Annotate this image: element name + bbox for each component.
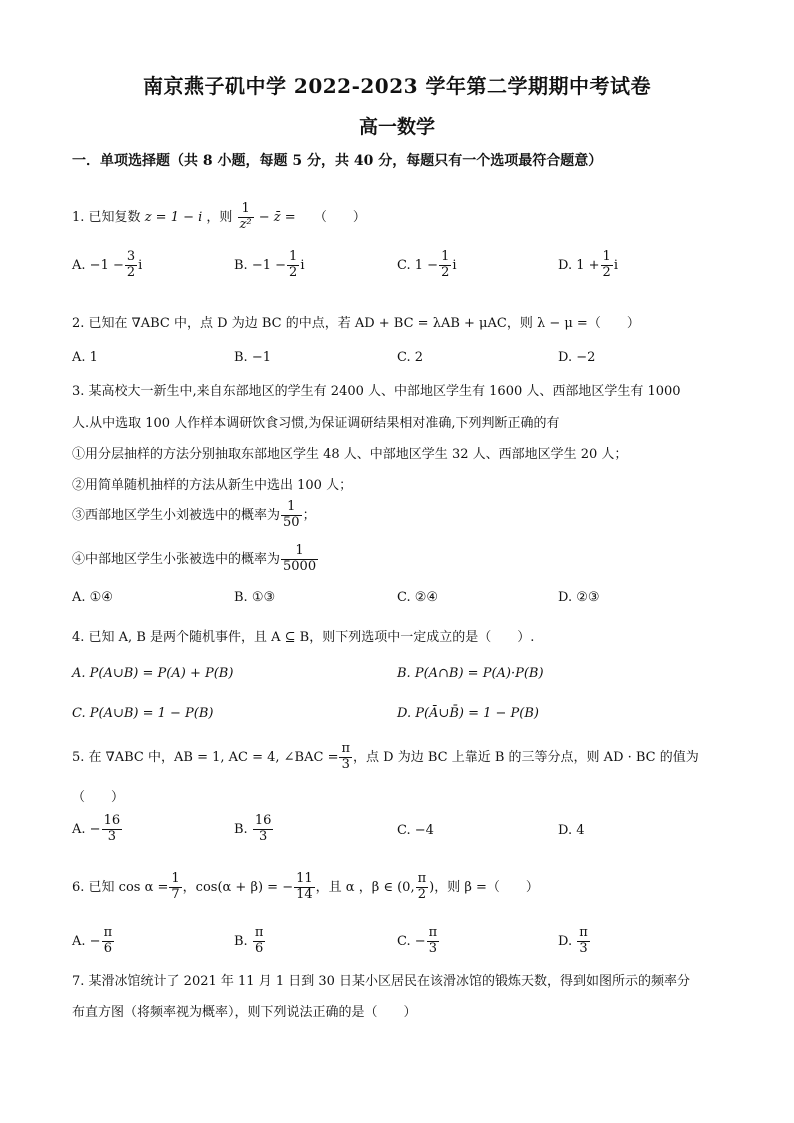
q4-option-c: C. P(A∪B) = 1 − P(B): [72, 706, 214, 721]
question-3-line-1: 3. 某高校大一新生中,来自东部地区的学生有 2400 人、中部地区学生有 1600 人、西部地区学生有 1000: [72, 384, 681, 399]
q3-option-b: B. ①③: [234, 590, 276, 605]
question-7-line-1: 7. 某滑冰馆统计了 2021 年 11 月 1 日到 30 日某小区居民在该滑冰馆的锻炼天数，得到如图所示的频率分: [72, 974, 691, 989]
q1-option-d: D. 1 + $\frac{1}{2}$ i: [558, 249, 618, 280]
q2-option-c: C. 2: [397, 350, 424, 365]
question-1: 1. 已知复数 z = 1 − i ，则 $\frac{1}{\text{z²}}$ − z̄ = （ ）: [72, 201, 366, 232]
q1-fraction: $\frac{1}{\text{z²}}$: [239, 201, 252, 232]
q3-option-d: D. ②③: [558, 590, 600, 605]
q4-option-b: B. P(A∩B) = P(A)·P(B): [397, 666, 544, 681]
q1-option-a: A. −1 − $\frac{3}{2}$ i: [72, 249, 143, 280]
section-heading: 一．单项选择题（共 8 小题，每题 5 分，共 40 分，每题只有一个选项最符合题意）: [72, 153, 603, 169]
q5-option-a: A. − $\frac{16}{3}$: [72, 813, 121, 844]
q4-option-a: A. P(A∪B) = P(A) + P(B): [72, 666, 234, 681]
q5-option-c: C. −4: [397, 823, 434, 838]
q6-option-c: C. − $\frac{\pi}{3}$: [397, 925, 438, 956]
q2-option-d: D. −2: [558, 350, 596, 365]
q5-option-b: B. $\frac{16}{3}$: [234, 813, 272, 844]
question-4: 4. 已知 A, B 是两个随机事件，且 A ⊆ B，则下列选项中一定成立的是（ ）.: [72, 630, 535, 645]
question-3-line-2: 人.从中选取 100 人作样本调研饮食习惯,为保证调研结果相对准确,下列判断正确的有: [72, 416, 560, 431]
q6-option-d: D. $\frac{\pi}{3}$: [558, 925, 588, 956]
question-5: 5. 在 ∇ABC 中，AB = 1, AC = 4, ∠BAC = $\frac{\pi}{3}$ ，点 D 为边 BC 上靠近 B 的三等分点，则 AD · BC 的值为: [72, 741, 699, 772]
q3-statement-4: ④中部地区学生小张被选中的概率为 $\frac{1}{5000}$: [72, 543, 317, 574]
q3-option-a: A. ①④: [72, 590, 113, 605]
q3-option-c: C. ②④: [397, 590, 439, 605]
q6-option-b: B. $\frac{\pi}{6}$: [234, 925, 264, 956]
question-6: 6. 已知 cos α = $\frac{1}{7}$ ，cos(α + β) = − $\frac{11}{14}$ ，且 α ，β ∈ (0, $\frac{\pi}{2}$ )，则 β =（ ）: [72, 871, 539, 902]
q3-statement-3: ③西部地区学生小刘被选中的概率为 $\frac{1}{50}$ ；: [72, 499, 316, 530]
q1-option-b: B. −1 − $\frac{1}{2}$ i: [234, 249, 305, 280]
question-7-line-2: 布直方图（将频率视为概率），则下列说法正确的是（ ）: [72, 1005, 417, 1020]
q1-option-c: C. 1 − $\frac{1}{2}$ i: [397, 249, 457, 280]
q3-statement-2: ②用简单随机抽样的方法从新生中选出 100 人；: [72, 478, 353, 493]
exam-subtitle: 高一数学: [358, 116, 435, 138]
q2-option-b: B. −1: [234, 350, 271, 365]
q3-statement-1: ①用分层抽样的方法分别抽取东部地区学生 48 人、中部地区学生 32 人、西部地区学生 20 人；: [72, 447, 628, 462]
q4-option-d: D. P(Ā∪B̄) = 1 − P(B): [397, 706, 539, 721]
question-2: 2. 已知在 ∇ABC 中，点 D 为边 BC 的中点，若 AD + BC = λAB + μAC，则 λ − μ =（ ）: [72, 316, 640, 331]
exam-title: 南京燕子矶中学 2022-2023 学年第二学期期中考试卷: [142, 74, 652, 98]
q5-option-d: D. 4: [558, 823, 585, 838]
q5-paren: （ ）: [72, 790, 125, 805]
q2-option-a: A. 1: [72, 350, 98, 365]
q6-option-a: A. − $\frac{\pi}{6}$: [72, 925, 113, 956]
